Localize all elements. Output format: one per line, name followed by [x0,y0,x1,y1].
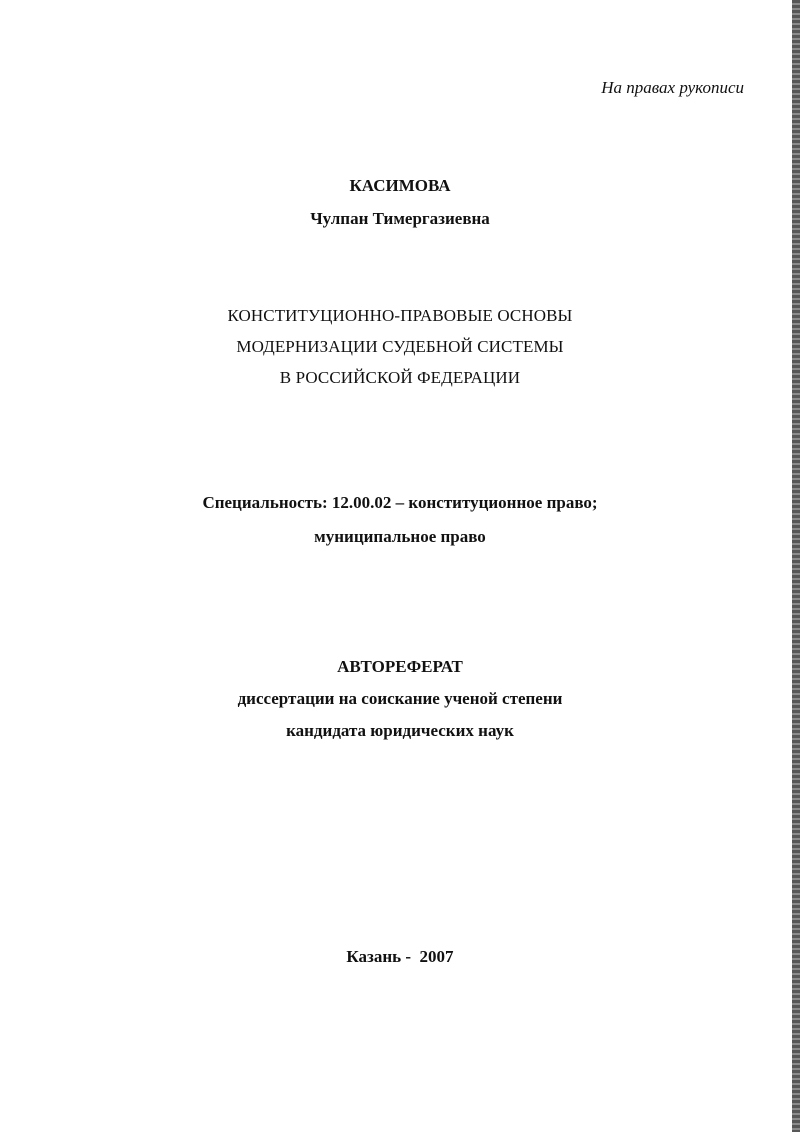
title-line-1: КОНСТИТУЦИОННО-ПРАВОВЫЕ ОСНОВЫ [227,306,573,325]
document-type-label: АВТОРЕФЕРАТ [337,657,463,676]
author-given-names: Чулпан Тимергазиевна [310,209,490,228]
title-line-2: МОДЕРНИЗАЦИИ СУДЕБНОЙ СИСТЕМЫ [236,337,564,356]
manuscript-rights-note: На правах рукописи [601,78,744,97]
author-surname: КАСИМОВА [349,176,451,195]
specialty-line-1: Специальность: 12.00.02 – конституционное право; [202,493,598,512]
scan-edge-artifact [792,0,800,1132]
place-and-year: Казань - 2007 [346,947,454,966]
specialty-line-2: муниципальное право [314,527,486,546]
document-type-line-1: диссертации на соискание ученой степени [237,689,563,708]
title-line-3: В РОССИЙСКОЙ ФЕДЕРАЦИИ [279,368,521,387]
document-type-line-2: кандидата юридических наук [286,721,514,740]
